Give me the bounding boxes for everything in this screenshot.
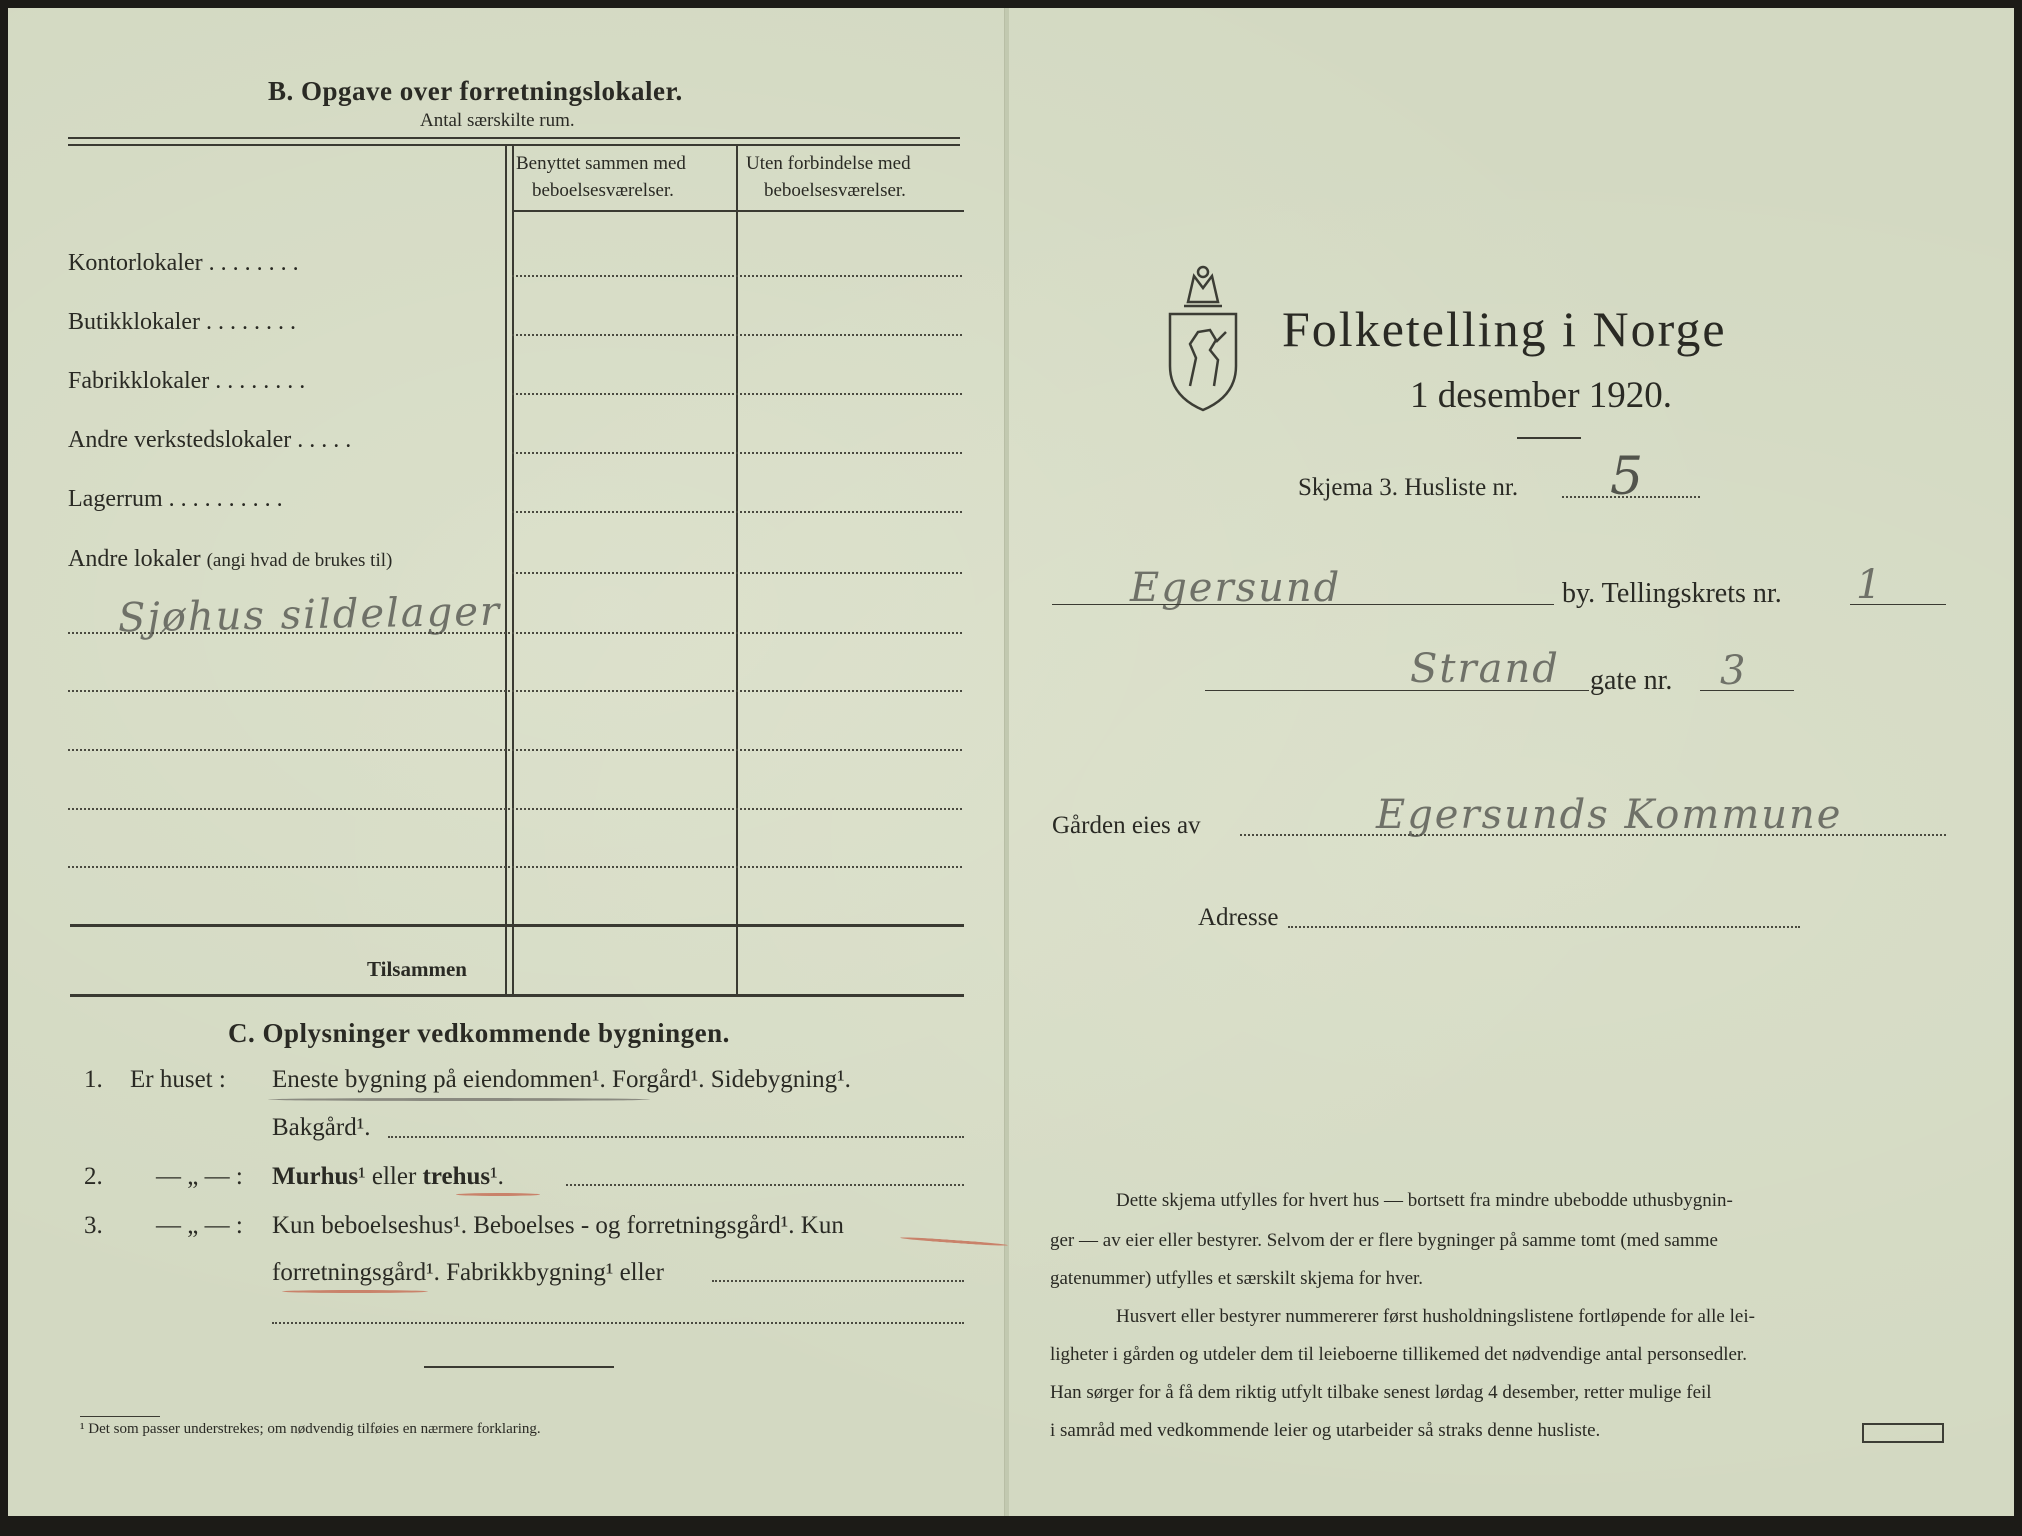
total-label: Tilsammen [367,957,467,981]
rule-top-2 [68,144,960,146]
cell-rule-4 [512,452,962,454]
footnote: ¹ Det som passer understrekes; om nødvendig tilføies en nærmere forklaring. [80,1421,541,1437]
address-line [1288,926,1800,928]
instruction-line-3: gatenummer) utfylles et særskilt skjema for hver. [1050,1268,1424,1289]
schema-number-line [1562,496,1700,498]
schema-label: Skjema 3. Husliste nr. [1298,474,1519,501]
instruction-line-2: ger — av eier eller bestyrer. Selvom der er flere bygninger på samme tomt (med samme [1050,1230,1718,1251]
q1-options-line2: Bakgård¹. [272,1114,371,1141]
section-b-title: B. Opgave over forretningslokaler. [268,76,683,106]
q3-fill-line-2 [272,1322,964,1324]
gate-number-line [1700,690,1794,691]
q3-number: 3. [84,1212,103,1239]
household-list-number: 5 [1610,447,1646,507]
col1-header-line2: beboelsesværelser. [532,180,674,201]
instruction-line-7: i samråd med vedkommende leier og utarbeider så straks denne husliste. [1050,1420,1601,1441]
total-bottom-rule [70,994,964,997]
cell-rule-1 [512,275,962,277]
row-andre-lokaler [68,546,392,573]
end-rule [424,1366,614,1368]
q1-underline-mark [268,1098,650,1101]
andre-lokaler-note: (angi hvad de brukes til) [206,550,393,571]
cell-rule-3 [512,393,962,395]
cell-rule-10 [68,808,962,810]
street-line [1205,690,1589,691]
instruction-line-5: ligheter i gården og utdeler dem til leieboerne tillikemed det nødvendige antal personsedler. [1050,1344,1747,1365]
instruction-line-1: Dette skjema utfylles for hvert hus — bortsett fra mindre ubebodde uthusbygnin- [1116,1190,1733,1211]
gate-number: 3 [1720,648,1748,694]
city-handwritten: Egersund [1130,565,1342,611]
norway-coat-of-arms-icon [1160,262,1246,412]
printer-stamp [1862,1423,1944,1443]
krets-number: 1 [1856,562,1884,608]
q3-options-line2: forretningsgård¹. Fabrikkbygning¹ eller [272,1259,664,1286]
row-kontorlokaler: Kontorlokaler . . . . . . . . [68,250,299,276]
q2-eller: ¹ eller [358,1163,417,1190]
q2-fill-line [566,1184,964,1186]
col2-header-line2: beboelsesværelser. [764,180,906,201]
q2-trehus: trehus [422,1163,491,1190]
instruction-line-6: Han sørger for å få dem riktig utfylt tilbake senest lørdag 4 desember, retter mulige feil [1050,1382,1712,1403]
q2-number: 2. [84,1163,103,1190]
row-fabrikklokaler: Fabrikklokaler . . . . . . . . [68,368,306,394]
handwritten-other-use: Sjøhus sildelager [117,588,502,642]
cell-rule-9 [68,749,962,751]
footnote-rule [80,1416,160,1417]
census-date: 1 desember 1920. [1410,375,1673,416]
rule-top-1 [68,137,960,139]
gate-label: gate nr. [1590,665,1673,696]
q2-murhus: Murhus [272,1163,359,1190]
q1-fill-line [388,1136,964,1138]
total-top-rule [70,924,964,927]
address-label: Adresse [1198,904,1279,931]
q2-label: — „ — : [156,1163,243,1190]
row-lagerrum: Lagerrum . . . . . . . . . . [68,486,283,512]
cell-rule-6 [512,572,962,574]
q1-options: Eneste bygning på eiendommen¹. Forgård¹. Sidebygning¹. [272,1066,851,1093]
andre-lokaler-label: Andre lokaler [68,546,201,572]
cell-rule-8 [68,690,962,692]
by-krets-label: by. Tellingskrets nr. [1562,578,1782,609]
owner-handwritten: Egersunds Kommune [1376,792,1843,838]
cell-rule-11 [68,866,962,868]
q3-options: Kun beboelseshus¹. Beboelses - og forretningsgård¹. Kun [272,1212,844,1239]
col2-header-line1: Uten forbindelse med [746,153,911,174]
section-c-title: C. Oplysninger vedkommende bygningen. [228,1018,730,1048]
col1-header-line1: Benyttet sammen med [516,153,686,174]
section-b-subtitle: Antal særskilte rum. [420,110,575,131]
header-rule [512,210,964,212]
q2-options [272,1163,504,1191]
q3-label: — „ — : [156,1212,243,1239]
instruction-line-4: Husvert eller bestyrer nummererer først husholdningslistene fortløpende for alle lei- [1116,1306,1755,1327]
q3-underline-mark-b [282,1290,428,1293]
krets-line [1850,604,1946,605]
q1-number: 1. [84,1066,103,1093]
owner-line [1240,834,1946,836]
row-verkstedslokaler: Andre verkstedslokaler . . . . . [68,427,352,453]
city-line [1052,604,1554,605]
owner-label: Gården eies av [1052,812,1201,839]
q2-underline-mark [456,1193,540,1196]
center-fold [1004,8,1009,1516]
q2-end: ¹. [490,1163,504,1190]
cell-rule-2 [512,334,962,336]
cell-rule-7 [68,632,962,634]
q3-fill-line [712,1280,964,1282]
q1-label: Er huset : [130,1066,226,1093]
row-butikklokaler: Butikklokaler . . . . . . . . [68,309,296,335]
street-handwritten: Strand [1410,646,1560,692]
cell-rule-5 [512,511,962,513]
title-divider [1517,437,1581,439]
form-title: Folketelling i Norge [1282,301,1727,357]
